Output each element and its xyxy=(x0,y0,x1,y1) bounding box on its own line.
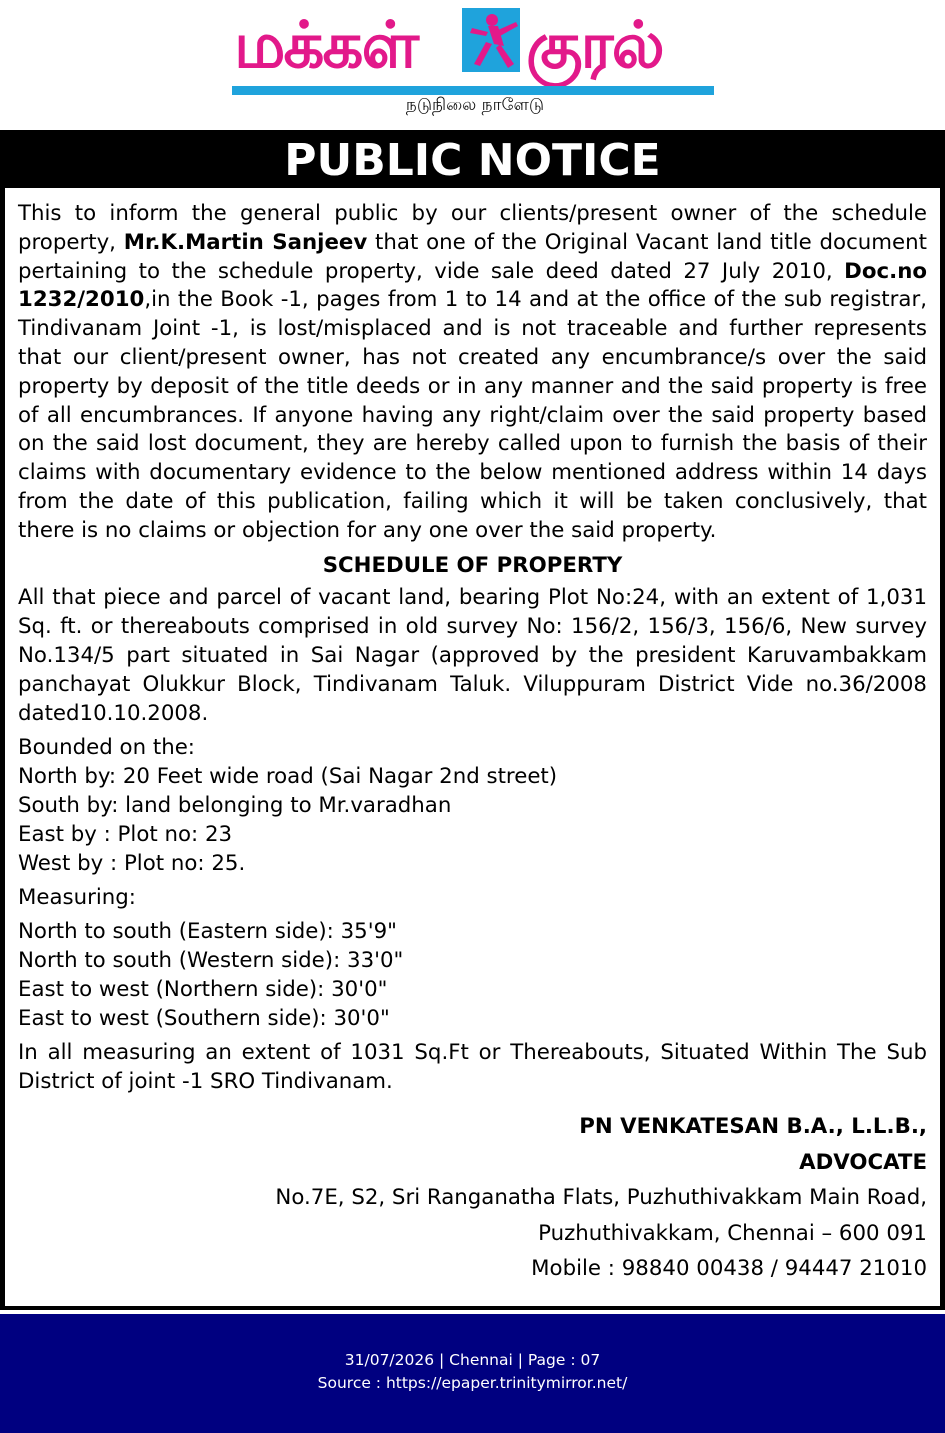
signature-block xyxy=(18,1109,927,1287)
public-notice xyxy=(0,130,945,1310)
measuring-line: North to south (Western side): 33'0" xyxy=(18,947,404,973)
logo-text-left: மக்கள் xyxy=(234,9,418,83)
advocate-role: ADVOCATE xyxy=(799,1149,927,1175)
address-line-2: Puzhuthivakkam, Chennai – 600 091 xyxy=(538,1220,927,1246)
intro-paragraph xyxy=(18,200,927,546)
logo-underline xyxy=(232,86,714,95)
dancer-emblem-icon xyxy=(458,6,524,76)
boundary-line: North by: 20 Feet wide road (Sai Nagar 2nd street) xyxy=(18,764,558,790)
owner-name: Mr.K.Martin Sanjeev xyxy=(123,229,368,255)
intro-text-1: This to inform the general public by our clients/present owner of the schedule property, xyxy=(18,201,927,255)
notice-body xyxy=(5,188,940,1306)
masthead-tagline: நடுநிலை நாளேடு xyxy=(405,95,545,115)
address-line-1: No.7E, S2, Sri Ranganatha Flats, Puzhuthivakkam Main Road, xyxy=(275,1185,927,1211)
measuring-heading: Measuring: xyxy=(18,885,136,911)
boundaries-block xyxy=(18,734,927,878)
measuring-line: East to west (Northern side): 30'0" xyxy=(18,976,388,1002)
boundary-line: South by: land belonging to Mr.varadhan xyxy=(18,792,452,818)
footer-date-page: 31/07/2026 | Chennai | Page : 07 xyxy=(344,1351,601,1369)
summary-text: In all measuring an extent of 1031 Sq.Ft or Thereabouts, Situated Within The Sub District of joint -1 SRO Tindivanam. xyxy=(18,1040,927,1095)
masthead xyxy=(0,0,945,130)
schedule-heading: SCHEDULE OF PROPERTY xyxy=(322,552,623,578)
boundaries-heading: Bounded on the: xyxy=(18,735,195,761)
logo-text-right: குரல் xyxy=(526,9,663,83)
mobile-numbers: Mobile : 98840 00438 / 94447 21010 xyxy=(531,1256,927,1282)
footer-source: Source : https://epaper.trinitymirror.net/ xyxy=(317,1374,628,1392)
newspaper-logo xyxy=(232,4,714,96)
notice-title: PUBLIC NOTICE xyxy=(284,135,661,186)
page-footer xyxy=(0,1314,945,1433)
document-number: Doc.no 1232/2010 xyxy=(18,258,927,313)
intro-text-2: that one of the Original Vacant land title document pertaining to the schedule property, vide sale deed dated 27 July 2010, xyxy=(18,229,927,284)
boundary-line: East by : Plot no: 23 xyxy=(18,821,233,847)
measuring-block xyxy=(18,884,927,1033)
measuring-line: East to west (Southern side): 30'0" xyxy=(18,1005,390,1031)
schedule-text: All that piece and parcel of vacant land, bearing Plot No:24, with an extent of 1,031 Sq. ft. or thereabouts comprised in old survey No: 156/2, 156/3, 156/6, New survey No.134/5 part situated in Sai Nagar (approved by the president Karuvambakkam panchayat Olukkur Block, Tindivanam Taluk. Viluppuram District Vide no.36/2008 dated10.10.2008. xyxy=(18,585,927,726)
boundary-line: West by : Plot no: 25. xyxy=(18,850,246,876)
measuring-line: North to south (Eastern side): 35'9" xyxy=(18,919,397,945)
intro-text-3: ,in the Book -1, pages from 1 to 14 and at the office of the sub registrar, Tindivanam Joint -1, is lost/misplaced and is not traceable and further represents that our client/present owner, has not created any encumbrance/s over the said property by deposit of the title deeds or in any manner and the said property is free of all encumbrances. If anyone having any right/claim over the said property based on the said lost document, they are hereby called upon to furnish the basis of their claims with documentary evidence to the below mentioned address within 14 days from the date of this publication, failing which it will be taken conclusively, that there is no claims or objection for any one over the said property. xyxy=(18,287,927,543)
advocate-name: PN VENKATESAN B.A., L.L.B., xyxy=(579,1113,927,1139)
